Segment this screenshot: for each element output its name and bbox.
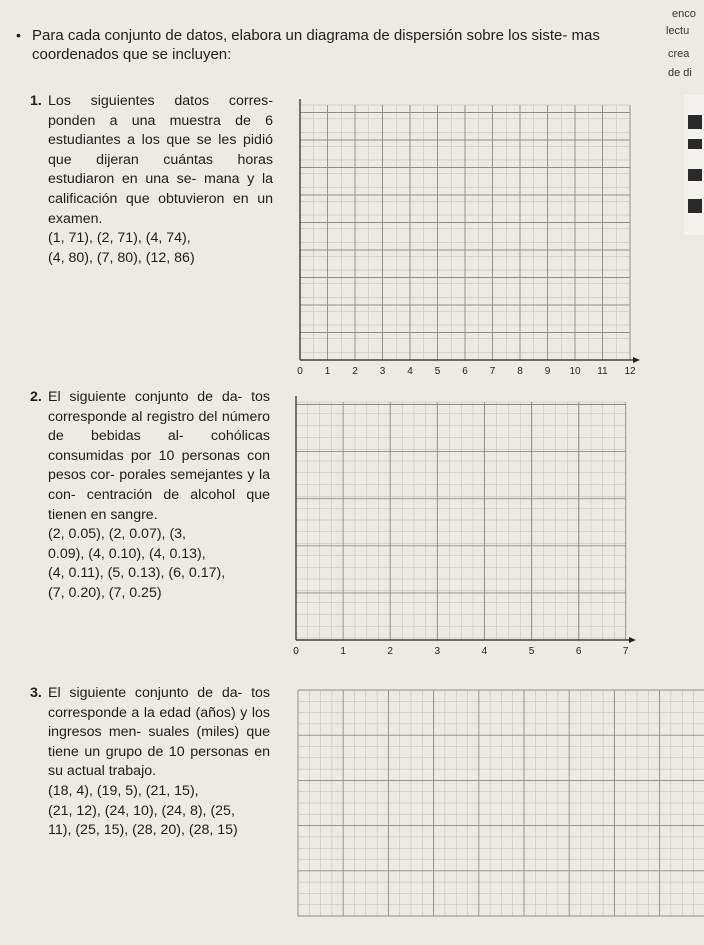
- data-line: (18, 4), (19, 5), (21, 15),: [48, 782, 199, 799]
- data-line: (21, 12), (24, 10), (24, 8), (25,: [48, 802, 235, 819]
- x-tick-label: 7: [622, 646, 629, 657]
- data-line: (2, 0.05), (2, 0.07), (3,: [48, 526, 186, 543]
- margin-note: [664, 0, 704, 90]
- problem-text: Los siguientes datos corres- ponden a una muestra de 6 estudiantes a los que se les pidió que dijeran cuántas horas estudiaron en una se- mana y la calificación que obtuvieron en un examen.: [48, 93, 273, 227]
- x-tick-label: 9: [544, 366, 551, 377]
- problem-number: 1.: [30, 93, 42, 109]
- problem-number: 3.: [30, 685, 42, 701]
- x-tick-label: 10: [569, 366, 581, 377]
- margin-note-line: de di: [668, 67, 692, 79]
- margin-note-line: crea: [668, 48, 690, 60]
- x-tick-label: 6: [462, 366, 468, 377]
- coordinate-grid-1[interactable]: [280, 95, 640, 390]
- data-line: (4, 0.11), (5, 0.13), (6, 0.17),: [48, 565, 226, 582]
- x-tick-label: 0: [293, 646, 299, 657]
- data-line: 11), (25, 15), (28, 20), (28, 15): [48, 822, 238, 839]
- problem-2: [30, 388, 270, 604]
- x-tick-label: 3: [379, 366, 386, 377]
- x-tick-label: 2: [352, 366, 358, 377]
- data-line: 0.09), (4, 0.10), (4, 0.13),: [48, 545, 206, 562]
- x-tick-label: 11: [597, 366, 608, 377]
- grid-1-svg[interactable]: [280, 95, 640, 385]
- problem-text: El siguiente conjunto de da- tos corresponde al registro del número de bebidas al- cohólicas consumidas por 10 personas con pesos cor- porales semejantes y la con- centración de alcohol que tienen en sangre.: [48, 389, 270, 523]
- coordinate-grid-3[interactable]: [288, 684, 704, 929]
- margin-mark: [688, 139, 702, 149]
- margin-mark: [688, 115, 702, 129]
- x-axis-arrow: [629, 637, 636, 643]
- side-margin-marks: [684, 95, 704, 235]
- data-line: (1, 71), (2, 71), (4, 74),: [48, 230, 191, 247]
- x-tick-label: 5: [434, 366, 441, 377]
- x-tick-label: 3: [434, 646, 441, 657]
- x-tick-label: 12: [624, 366, 636, 377]
- x-tick-label: 1: [324, 366, 331, 377]
- data-line: (4, 80), (7, 80), (12, 86): [48, 249, 195, 266]
- margin-mark: [688, 169, 702, 181]
- coordinate-grid-2[interactable]: [280, 390, 650, 675]
- x-tick-label: 8: [517, 366, 523, 377]
- x-tick-label: 7: [489, 366, 496, 377]
- problem-1: [30, 92, 273, 268]
- x-tick-label: 2: [387, 646, 393, 657]
- x-tick-label: 1: [340, 646, 346, 657]
- bullet-marker: •: [16, 27, 21, 43]
- x-tick-label: 4: [481, 646, 488, 657]
- grid-2-svg[interactable]: [280, 390, 650, 670]
- x-tick-label: 5: [528, 646, 535, 657]
- margin-note-line: enco: [672, 8, 696, 20]
- data-line: (7, 0.20), (7, 0.25): [48, 584, 162, 601]
- margin-note-line: lectu: [666, 25, 690, 37]
- x-tick-label: 4: [407, 366, 413, 377]
- instructions-text: Para cada conjunto de datos, elabora un diagrama de dispersión sobre los siste- mas coordenados que se incluyen:: [32, 27, 600, 63]
- x-axis-arrow: [633, 357, 640, 363]
- instructions: [16, 26, 662, 64]
- problem-3: [30, 684, 270, 841]
- x-tick-label: 6: [575, 646, 582, 657]
- problem-number: 2.: [30, 389, 42, 405]
- grid-3-svg[interactable]: [288, 684, 704, 924]
- margin-mark: [688, 199, 702, 213]
- problem-text: El siguiente conjunto de da- tos corresponde a la edad (años) y los ingresos men- suales (miles) que tiene un grupo de 10 personas en su actual trabajo.: [48, 685, 270, 780]
- x-tick-label: 0: [297, 366, 303, 377]
